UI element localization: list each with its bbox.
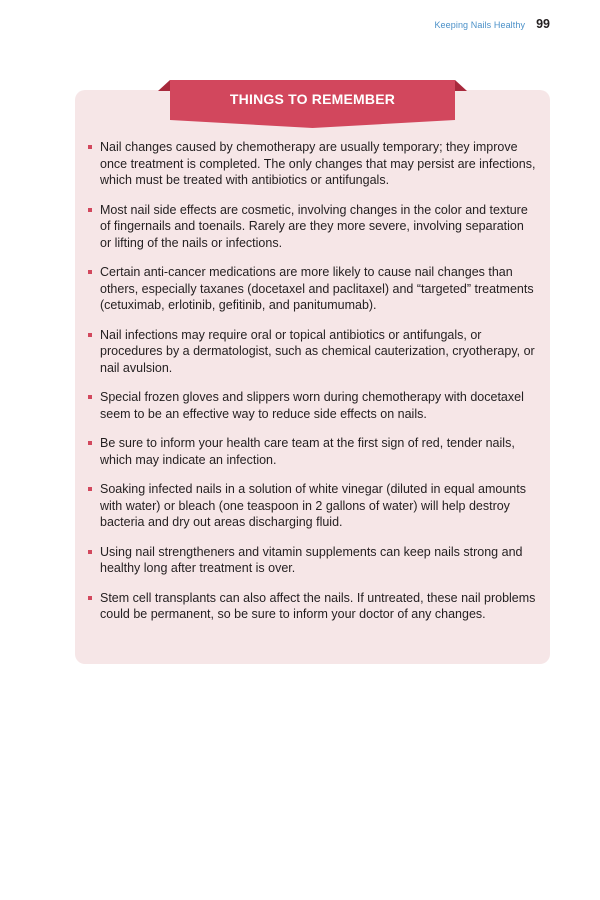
list-item-text: Soaking infected nails in a solution of white vinegar (diluted in equal amounts with water) or bleach (one teaspoon in 2 gallons of water) will help destroy bacteria and dry out areas discharging fluid. [100, 482, 526, 529]
list-item [88, 202, 538, 252]
list-item [88, 327, 538, 377]
list-item [88, 544, 538, 577]
square-bullet-icon [88, 487, 92, 491]
list-item-text: Special frozen gloves and slippers worn during chemotherapy with docetaxel seem to be an effective way to reduce side effects on nails. [100, 390, 524, 421]
list-item [88, 139, 538, 189]
list-item-text: Most nail side effects are cosmetic, involving changes in the color and texture of fingernails and toenails. Rarely are they more severe, involving separation or lifting of the nails or infections. [100, 202, 528, 250]
running-title: Keeping Nails Healthy [434, 20, 526, 30]
page-number: 99 [536, 17, 550, 31]
list-item [88, 481, 538, 531]
callout-banner [158, 80, 467, 128]
list-item-text: Be sure to inform your health care team at the first sign of red, tender nails, which may indicate an infection. [100, 436, 515, 467]
square-bullet-icon [88, 550, 92, 554]
square-bullet-icon [88, 208, 92, 212]
square-bullet-icon [88, 395, 92, 399]
callout-title: THINGS TO REMEMBER [229, 91, 396, 107]
list-item-text: Certain anti-cancer medications are more likely to cause nail changes than others, especially taxanes (docetaxel and paclitaxel) and “targeted” treatments (cetuximab, erlotinib, gefitinib, and panitumumab). [100, 265, 534, 312]
list-item-text: Stem cell transplants can also affect the nails. If untreated, these nail problems could be permanent, so be sure to inform your doctor of any changes. [100, 590, 536, 621]
list-item-text: Using nail strengtheners and vitamin supplements can keep nails strong and healthy long after treatment is over. [100, 544, 523, 575]
running-header [434, 17, 550, 31]
list-item-text: Nail changes caused by chemotherapy are usually temporary; they improve once treatment is completed. The only changes that may persist are infections, which must be treated with antibiotics or antifungals. [100, 140, 536, 187]
square-bullet-icon [88, 596, 92, 600]
square-bullet-icon [88, 270, 92, 274]
list-item [88, 264, 538, 314]
list-item-text: Nail infections may require oral or topical antibiotics or antifungals, or procedures by a dermatologist, such as chemical cauterization, cryotherapy, or nail avulsion. [100, 327, 535, 375]
list-item [88, 389, 538, 422]
square-bullet-icon [88, 333, 92, 337]
square-bullet-icon [88, 145, 92, 149]
list-item [88, 590, 538, 623]
list-item [88, 435, 538, 468]
remember-list [88, 139, 538, 636]
square-bullet-icon [88, 441, 92, 445]
